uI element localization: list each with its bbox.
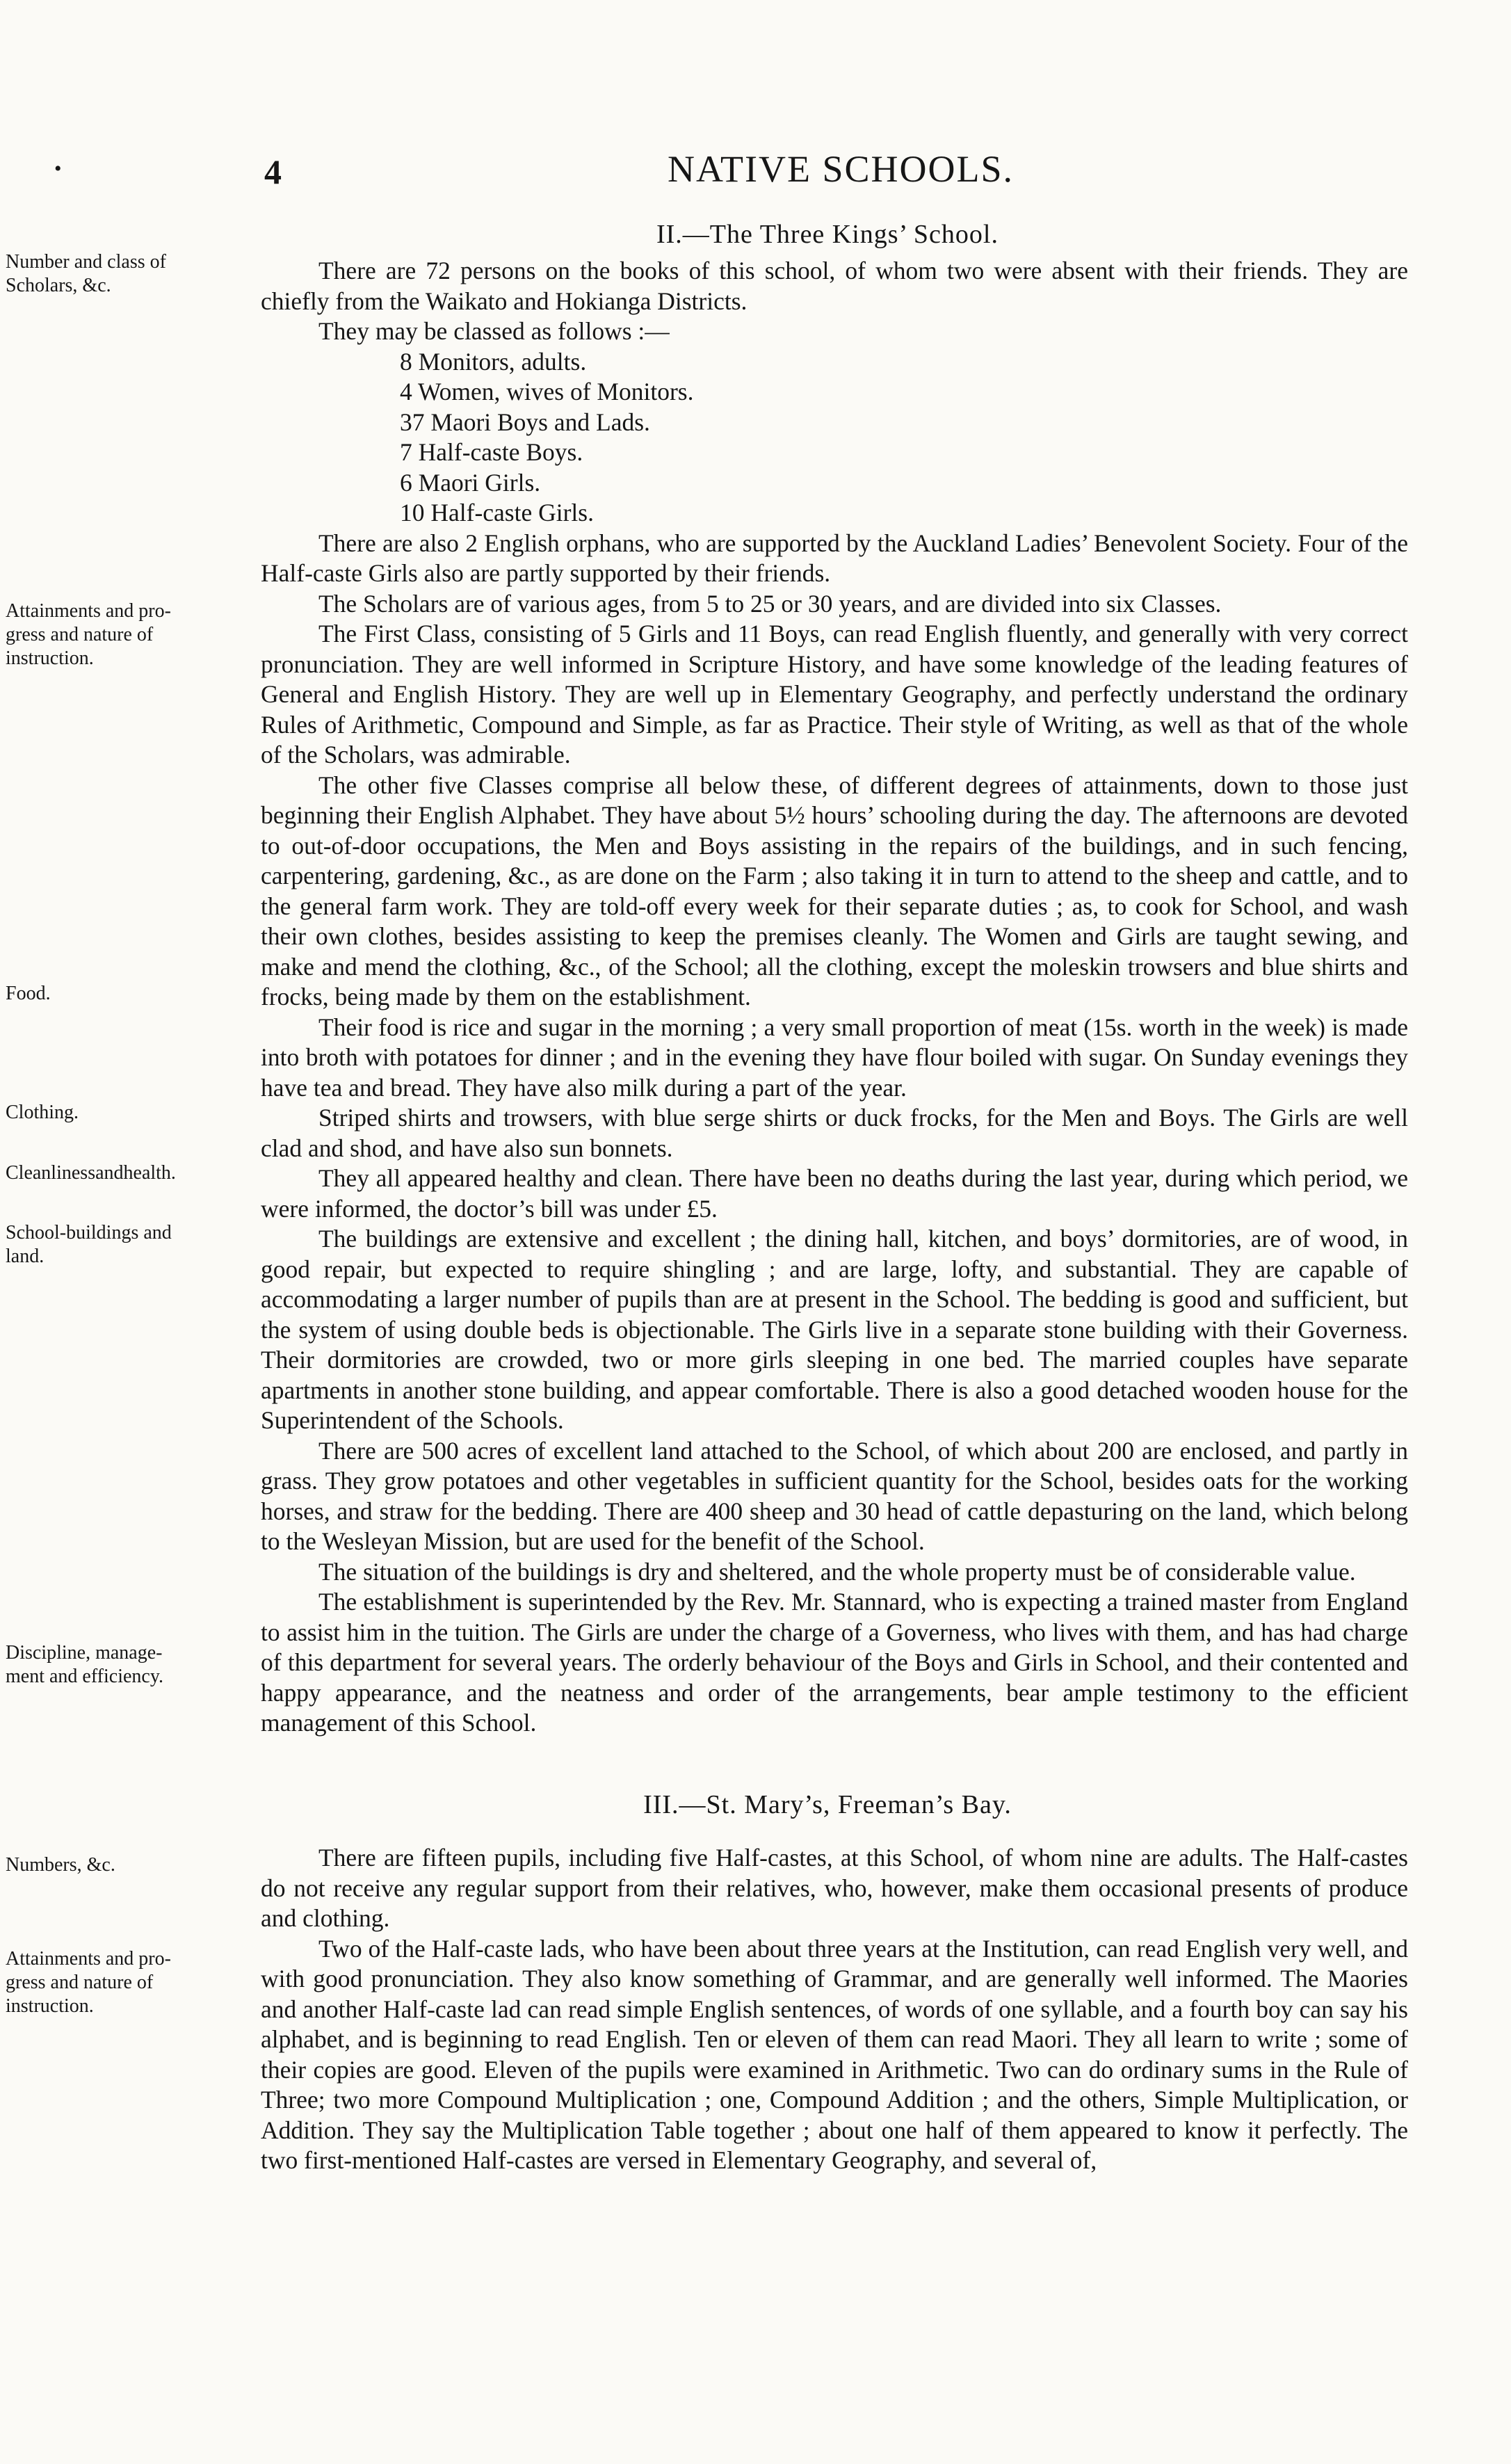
paragraph: There are 500 acres of excellent land attached to the School, of which about 200 are enclosed, and partly in grass. They grow potatoes and other vegetables in sufficient quantity for the School, besides oats for the working horses, and straw for the bedding. There are 400 sheep and 30 head of cattle depasturing on the land, which belong to the Wesleyan Mission, but are used for the benefit of the School. — [261, 1436, 1408, 1555]
list-item: 6 Maori Girls. — [400, 468, 541, 497]
list-item: 7 Half-caste Boys. — [400, 438, 583, 466]
class-list — [261, 347, 1408, 529]
section-heading-three-kings: II.—The Three Kings’ School. — [656, 220, 999, 249]
paragraph: The Scholars are of various ages, from 5 to 25 or 30 years, and are divided into six Classes. — [318, 589, 1222, 618]
paragraph: The First Class, consisting of 5 Girls and 11 Boys, can read English fluently, and generally with very correct pronunciation. They are well informed in Scripture History, and have some knowledge of the leading features of General and English History. They are well up in Elementary Geography, and perfectly understand the ordinary Rules of Arithmetic, Compound and Simple, as far as Practice. Their style of Writing, as well as that of the whole of the Scholars, was admirable. — [261, 620, 1408, 768]
sidenote-cleanliness: Cleanlinessandhealth. — [6, 1162, 176, 1184]
list-item: 37 Maori Boys and Lads. — [400, 408, 650, 436]
list-item: 10 Half-caste Girls. — [400, 499, 594, 526]
sidenote-buildings: School-buildings and land. — [6, 1222, 172, 1267]
paragraph: The establishment is superintended by the Rev. Mr. Stannard, who is expecting a trained master from England to assist him in the tuition. The Girls are under the charge of a Governess, who lives with them, and has had charge of this department for several years. The orderly behaviour of the Boys and Girls in School, and their contented and happy appearance, and the neatness and order of the arrangements, bear ample testimony to the efficient management of this School. — [261, 1588, 1408, 1737]
sidenote-clothing: Clothing. — [6, 1102, 79, 1123]
section-two-body — [261, 256, 1408, 1739]
paragraph: Two of the Half-caste lads, who have been about three years at the Institution, can read English very well, and with good pronunciation. They also know something of Grammar, and are generally well informed. The Maories and another Half-caste lad can read simple English sentences, of words of one syllable, and a fourth boy can say his alphabet, and is beginning to read English. Ten or eleven of them can read Maori. They all learn to write ; some of their copies are good. Eleven of the pupils were examined in Arithmetic. Two can do ordinary sums in the Rule of Three; two more Compound Multiplication ; one, Compound Addition ; and the others, Simple Multiplication, or Addition. They say the Multiplication Table together ; about one half of them appeared to know it perfectly. The two first-mentioned Half-castes are versed in Elementary Geography, and several of, — [261, 1934, 1408, 2174]
running-title: NATIVE SCHOOLS. — [668, 148, 1015, 190]
paragraph: They may be classed as follows :— — [318, 317, 670, 345]
paragraph: Striped shirts and trowsers, with blue serge shirts or duck frocks, for the Men and Boys. The Girls are well clad and shod, and have also sun bonnets. — [261, 1104, 1408, 1162]
sidenote-number-class: Number and class of Scholars, &c. — [6, 251, 166, 296]
paragraph: The other five Classes comprise all below these, of different degrees of attainments, down to those just beginning their English Alphabet. They have about 5½ hours’ schooling during the day. The afternoons are devoted to out-of-door occupations, the Men and Boys assisting in the repairs of the buildings, and in such fencing, carpentering, gardening, &c., as are done on the Farm ; also taking it in turn to attend to the sheep and cattle, and to the general farm work. They are told-off every week for their separate duties ; as, to cook for School, and wash their own clothes, besides assisting to keep the premises cleanly. The Women and Girls are taught sewing, and make and mend the clothing, &c., of the School; all the clothing, except the moleskin trowsers and blue shirts and frocks, being made by them on the establishment. — [261, 771, 1408, 1010]
sidenote-attainments: Attainments and pro- gress and nature of instruction. — [6, 600, 171, 669]
page-mark: • — [54, 157, 62, 180]
list-item: 4 Women, wives of Monitors. — [400, 378, 694, 405]
paragraph: The situation of the buildings is dry and sheltered, and the whole property must be of considerable value. — [318, 1557, 1356, 1586]
sidenote-discipline: Discipline, manage- ment and efficiency. — [6, 1642, 164, 1687]
page-number: 4 — [264, 152, 282, 191]
paragraph: Their food is rice and sugar in the morning ; a very small proportion of meat (15s. worth in the week) is made into broth with potatoes for dinner ; and in the evening they have flour boiled with sugar. On Sunday evenings they have tea and bread. They have also milk during a part of the year. — [261, 1013, 1408, 1102]
paragraph: There are 72 persons on the books of this school, of whom two were absent with their friends. They are chiefly from the Waikato and Hokianga Districts. — [261, 257, 1408, 315]
sidenote-numbers: Numbers, &c. — [6, 1854, 115, 1876]
sidenote-attainments-st-marys: Attainments and pro- gress and nature of instruction. — [6, 1948, 171, 2017]
paragraph: There are also 2 English orphans, who are supported by the Auckland Ladies’ Benevolent Society. Four of the Half-caste Girls also are partly supported by their friends. — [261, 529, 1408, 587]
section-heading-st-marys: III.—St. Mary’s, Freeman’s Bay. — [643, 1790, 1012, 1819]
paragraph: There are fifteen pupils, including five Half-castes, at this School, of whom nine are adults. The Half-castes do not receive any regular support from their relatives, who, however, make them occasional presents of produce and clothing. — [261, 1844, 1408, 1932]
paragraph: The buildings are extensive and excellent ; the dining hall, kitchen, and boys’ dormitories, are of wood, in good repair, but expected to require shingling ; and are large, lofty, and substantial. They are capable of accommodating a larger number of pupils than are at present in the School. The bedding is good and sufficient, but the system of using double beds is objectionable. The Girls live in a separate stone building with their Governess. Their dormitories are crowded, two or more girls sleeping in one bed. The married couples have separate apartments in another stone building, and appear comfortable. There is also a good detached wooden house for the Superintendent of the Schools. — [261, 1225, 1408, 1434]
section-three-body — [261, 1843, 1408, 2176]
paragraph: They all appeared healthy and clean. There have been no deaths during the last year, during which period, we were informed, the doctor’s bill was under £5. — [261, 1164, 1408, 1223]
list-item: 8 Monitors, adults. — [400, 347, 587, 376]
sidenote-food: Food. — [6, 983, 51, 1004]
